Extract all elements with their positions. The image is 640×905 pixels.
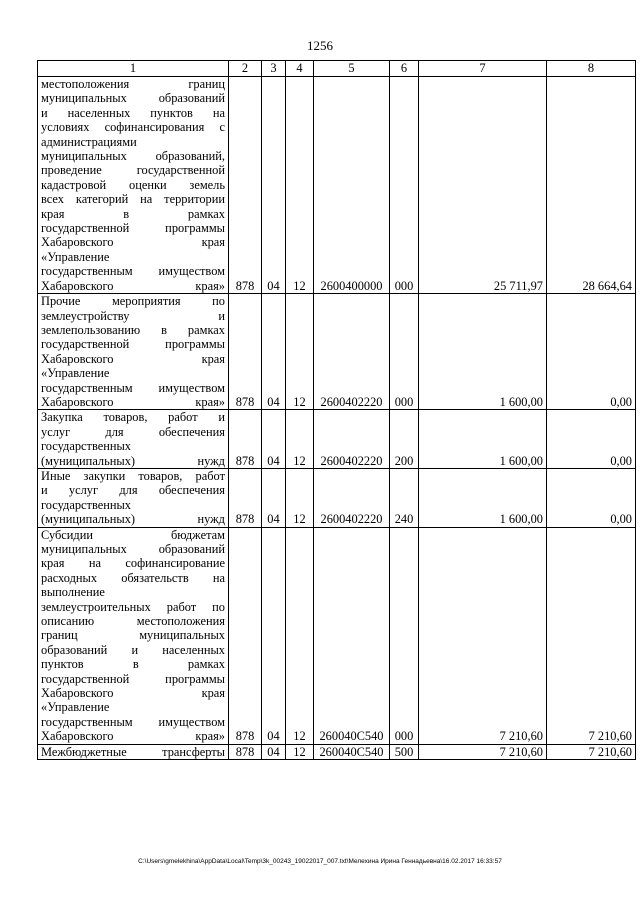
- table-row: [38, 77, 636, 294]
- row-description: [38, 468, 229, 527]
- description-line: государственным имуществом: [41, 714, 225, 729]
- cell-expense-type: 240: [390, 468, 419, 527]
- table-row: [38, 744, 636, 759]
- header-cell: 1: [38, 61, 229, 77]
- row-description: [38, 527, 229, 744]
- description-line: землепользованию в рамках: [41, 322, 225, 337]
- description-line: Хабаровского края: [41, 235, 225, 250]
- cell-budget-code: 878: [229, 77, 262, 294]
- cell-amount-2: 0,00: [547, 294, 636, 410]
- description-line: Хабаровского края»: [41, 394, 225, 409]
- row-description: [38, 744, 229, 759]
- description-line: Субсидии бюджетам: [41, 527, 225, 542]
- cell-amount-1: 1 600,00: [419, 294, 547, 410]
- description-line: проведение государственной: [41, 163, 225, 178]
- header-cell: 2: [229, 61, 262, 77]
- cell-section: 04: [262, 410, 286, 469]
- cell-subsection: 12: [286, 294, 314, 410]
- description-line: «Управление: [41, 366, 110, 381]
- description-line: кадастровой оценки земель: [41, 177, 225, 192]
- cell-budget-code: 878: [229, 468, 262, 527]
- description-line: государственных: [41, 497, 132, 512]
- cell-expense-type: 000: [390, 77, 419, 294]
- description-line: землеустроительных работ по: [41, 599, 225, 614]
- description-line: государственным имуществом: [41, 380, 225, 395]
- cell-budget-code: 878: [229, 527, 262, 744]
- description-line: края на софинансирование: [41, 556, 225, 571]
- description-line: муниципальных образований: [41, 542, 225, 556]
- cell-amount-1: 25 711,97: [419, 77, 547, 294]
- cell-amount-1: 1 600,00: [419, 410, 547, 469]
- budget-table: [37, 60, 636, 760]
- description-line: муниципальных образований,: [41, 149, 225, 164]
- description-line: государственным имуществом: [41, 264, 225, 279]
- header-cell: 6: [390, 61, 419, 77]
- row-description: [38, 410, 229, 469]
- description-line: образований и населенных: [41, 642, 225, 657]
- cell-target-article: 260040С540: [314, 527, 390, 744]
- cell-subsection: 12: [286, 77, 314, 294]
- cell-target-article: 260040С540: [314, 744, 390, 759]
- description-line: «Управление: [41, 249, 110, 264]
- table-row: [38, 468, 636, 527]
- description-line: Хабаровского края: [41, 686, 225, 701]
- page-number: 1256: [307, 38, 333, 53]
- description-line: местоположения границ: [41, 77, 225, 91]
- description-line: Хабаровского края»: [41, 729, 225, 744]
- row-description: [38, 294, 229, 410]
- cell-amount-1: 1 600,00: [419, 468, 547, 527]
- cell-section: 04: [262, 744, 286, 759]
- cell-section: 04: [262, 468, 286, 527]
- cell-expense-type: 200: [390, 410, 419, 469]
- cell-subsection: 12: [286, 527, 314, 744]
- cell-target-article: 2600402220: [314, 294, 390, 410]
- cell-amount-1: 7 210,60: [419, 527, 547, 744]
- header-cell: 8: [547, 61, 636, 77]
- description-line: (муниципальных) нужд: [41, 453, 225, 468]
- cell-expense-type: 000: [390, 294, 419, 410]
- header-cell: 7: [419, 61, 547, 77]
- cell-amount-1: 7 210,60: [419, 744, 547, 759]
- cell-expense-type: 000: [390, 527, 419, 744]
- description-line: Хабаровского края»: [41, 278, 225, 293]
- description-line: края в рамках: [41, 206, 225, 221]
- description-line: землеустройству и: [41, 308, 225, 323]
- table-row: [38, 527, 636, 744]
- description-line: (муниципальных) нужд: [41, 512, 225, 527]
- cell-amount-2: 0,00: [547, 410, 636, 469]
- description-line: государственной программы: [41, 221, 225, 236]
- description-line: государственной программы: [41, 337, 225, 352]
- description-line: государственной программы: [41, 671, 225, 686]
- cell-target-article: 2600400000: [314, 77, 390, 294]
- cell-expense-type: 500: [390, 744, 419, 759]
- cell-target-article: 2600402220: [314, 410, 390, 469]
- cell-section: 04: [262, 294, 286, 410]
- cell-section: 04: [262, 77, 286, 294]
- cell-subsection: 12: [286, 410, 314, 469]
- header-cell: 3: [262, 61, 286, 77]
- description-line: выполнение: [41, 585, 105, 600]
- cell-amount-2: 7 210,60: [547, 527, 636, 744]
- description-line: муниципальных образований: [41, 91, 225, 106]
- row-description: [38, 77, 229, 294]
- description-line: всех категорий на территории: [41, 192, 225, 207]
- header-cell: 4: [286, 61, 314, 77]
- file-path-footer: C:\Users\gmelekhina\AppData\Local\Temp\3k_00243_19022017_007.txt\Мелехина Ирина Геннадьевна\16.02.2017 16:33:57: [138, 858, 502, 865]
- description-line: Прочие мероприятия по: [41, 294, 225, 309]
- table-row: [38, 294, 636, 410]
- cell-budget-code: 878: [229, 744, 262, 759]
- cell-subsection: 12: [286, 744, 314, 759]
- description-line: и населенных пунктов на: [41, 105, 225, 120]
- description-line: государственных: [41, 439, 132, 454]
- description-line: «Управление: [41, 700, 110, 715]
- description-line: Межбюджетные трансферты: [41, 744, 225, 759]
- cell-amount-2: 7 210,60: [547, 744, 636, 759]
- cell-amount-2: 0,00: [547, 468, 636, 527]
- header-cell: 5: [314, 61, 390, 77]
- cell-budget-code: 878: [229, 410, 262, 469]
- cell-section: 04: [262, 527, 286, 744]
- description-line: описанию местоположения: [41, 614, 225, 629]
- description-line: границ муниципальных: [41, 628, 225, 643]
- cell-amount-2: 28 664,64: [547, 77, 636, 294]
- cell-budget-code: 878: [229, 294, 262, 410]
- table-row: [38, 410, 636, 469]
- description-line: и услуг для обеспечения: [41, 483, 225, 498]
- cell-subsection: 12: [286, 468, 314, 527]
- description-line: Хабаровского края: [41, 351, 225, 366]
- description-line: условиях софинансирования с: [41, 120, 225, 135]
- header-row: [38, 61, 636, 77]
- description-line: услуг для обеспечения: [41, 424, 225, 439]
- description-line: Закупка товаров, работ и: [41, 410, 225, 425]
- description-line: Иные закупки товаров, работ: [41, 468, 225, 483]
- cell-target-article: 2600402220: [314, 468, 390, 527]
- description-line: расходных обязательств на: [41, 570, 225, 585]
- description-line: пунктов в рамках: [41, 657, 225, 672]
- description-line: администрациями: [41, 134, 137, 149]
